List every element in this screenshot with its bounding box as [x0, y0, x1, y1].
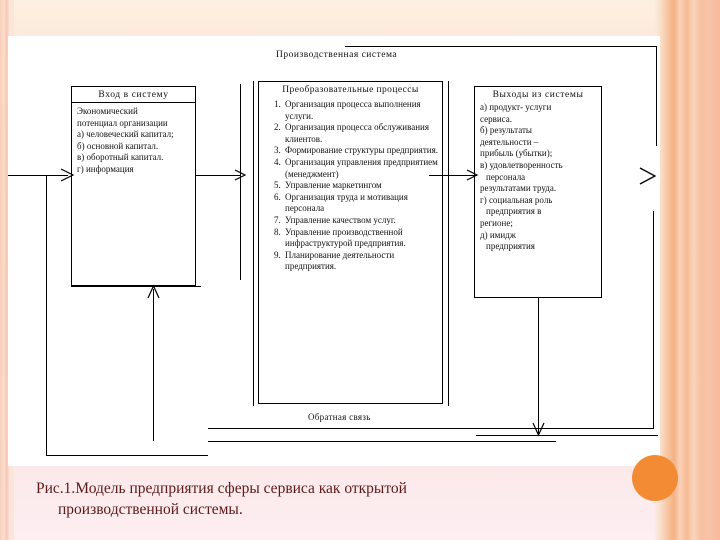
output-line: предприятия в	[486, 206, 542, 217]
outer-feedback-left-line	[46, 175, 47, 455]
system-frame-right-line	[656, 46, 657, 146]
input-box	[71, 86, 196, 286]
input-box-header: Вход в систему	[72, 87, 195, 103]
process-to-output-arrow-head-icon	[466, 169, 480, 183]
output-box	[474, 86, 602, 298]
output-line: персонала	[486, 171, 526, 182]
output-box-header: Выходы из системы	[492, 90, 584, 100]
input-arrow-line	[8, 175, 68, 176]
output-line: результатами труда.	[480, 183, 557, 194]
input-line: потенциал организации	[77, 117, 168, 128]
output-line: д) имидж	[480, 229, 516, 240]
output-line: деятельности –	[480, 136, 539, 147]
feedback-return-line	[208, 441, 556, 442]
process-box-header: Преобразовательные процессы	[282, 85, 419, 95]
feedback-up-line	[153, 289, 154, 441]
process-item: 2. Организация процесса обслуживания клиентов.	[283, 122, 438, 145]
process-frame-left-line	[253, 81, 254, 406]
feedback-label-underline	[263, 428, 423, 429]
system-frame-top-line	[345, 46, 656, 47]
right-decorative-stripes-soft	[690, 0, 720, 540]
input-line: б) основной капитал.	[77, 140, 159, 151]
feedback-label: Обратная связь	[308, 412, 371, 422]
process-item: 6. Организация труда и мотивация персонала	[283, 192, 438, 215]
process-item: 9. Планирование деятельности предприятия.	[283, 250, 438, 273]
orange-circle-decoration	[632, 455, 678, 501]
caption-line-2: производственной системы.	[58, 501, 243, 518]
output-line: прибыль (убытки);	[480, 148, 553, 159]
outer-feedback-bottom-line	[46, 455, 208, 456]
input-box-bottom-line	[71, 286, 201, 287]
system-frame-right-lower-line	[653, 211, 654, 429]
process-frame-right-line	[448, 81, 449, 406]
process-item: 8. Управление производственной инфраструктурой предприятия.	[283, 227, 438, 250]
input-line: г) информация	[77, 163, 134, 174]
caption-line-1: Рис.1.Модель предприятия сферы сервиса как открытой	[36, 480, 407, 497]
system-output-arrow-head-icon	[638, 166, 660, 188]
process-item: 4. Организация управления предприятием (менеджмент)	[283, 157, 438, 180]
input-to-process-arrow-head-icon	[234, 169, 248, 183]
process-item: 5. Управление маркетингом	[283, 180, 438, 192]
input-box-body	[72, 103, 195, 178]
feedback-bottom-right-line	[476, 435, 658, 436]
output-box-body	[475, 102, 601, 255]
input-line: а) человеческий капитал;	[77, 129, 174, 140]
process-item: 7. Управление качеством услуг.	[283, 215, 438, 227]
output-line: сервиса.	[480, 113, 513, 124]
system-title: Производственная система	[276, 50, 398, 60]
output-line: предприятия	[486, 241, 535, 252]
output-line: в) удовлетворенность	[480, 159, 563, 170]
process-box	[258, 81, 443, 404]
slide-content-panel	[8, 36, 660, 466]
output-line: регионе;	[480, 217, 513, 228]
slide-caption	[36, 478, 596, 520]
process-item: 1. Организация процесса выполнения услуги.	[283, 99, 438, 122]
input-arrow-head-icon	[60, 168, 76, 184]
process-list	[259, 99, 442, 273]
input-line: Экономический	[77, 106, 138, 116]
input-line: в) оборотный капитал.	[77, 152, 164, 163]
feedback-down-line	[538, 298, 539, 435]
output-line: б) результаты	[480, 125, 532, 136]
output-line: а) продукт- услуги	[480, 102, 552, 112]
output-line: г) социальная роль	[480, 194, 553, 205]
enterprise-model-diagram	[8, 36, 660, 466]
process-item: 3. Формирование структуры предприятия.	[283, 145, 438, 157]
